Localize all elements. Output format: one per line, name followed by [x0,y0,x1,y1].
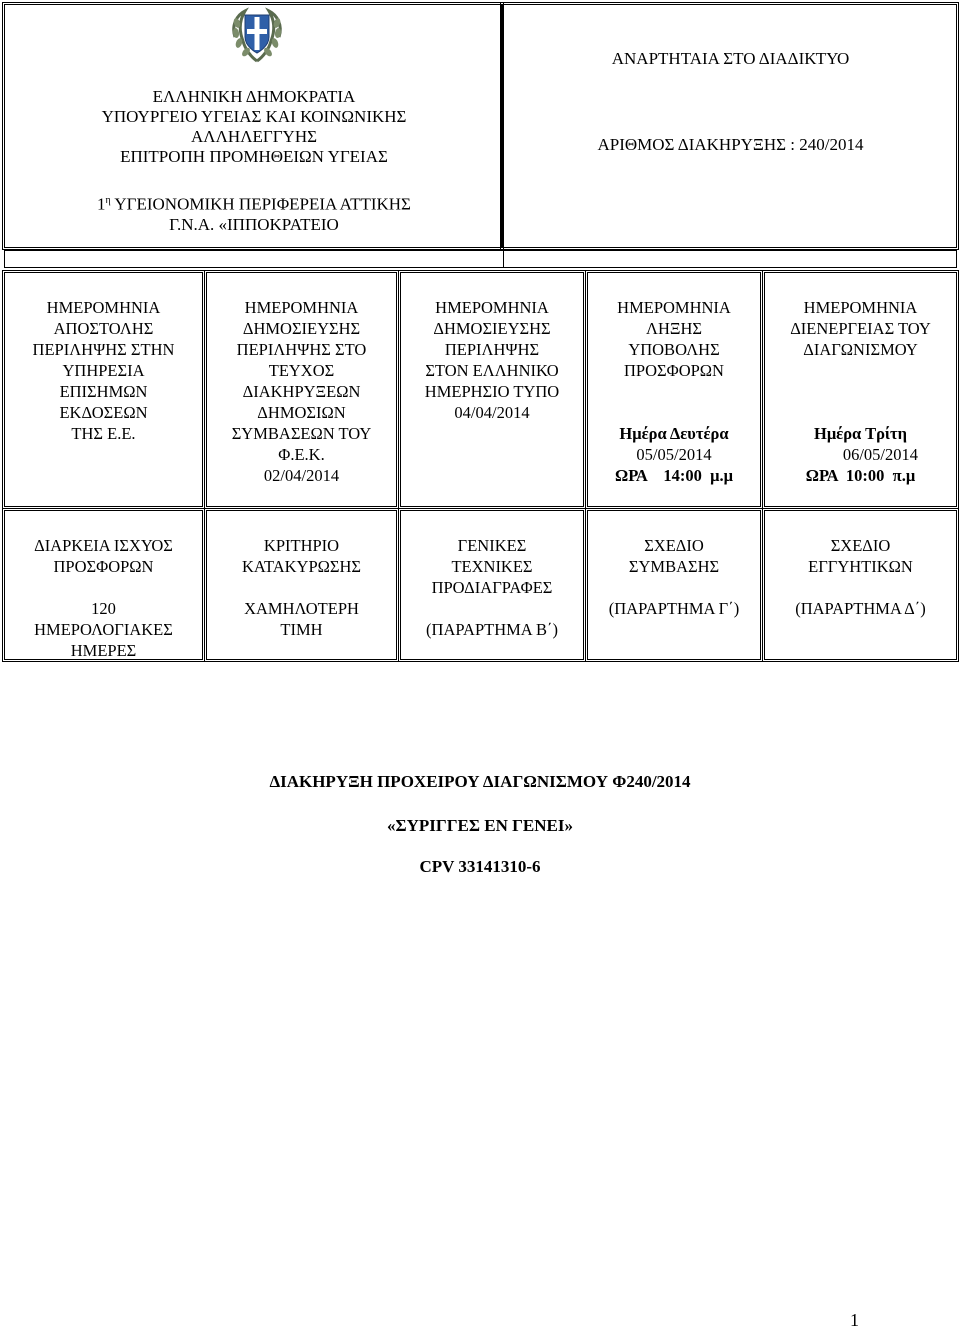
cell-title: ΠΡΟΣΦΟΡΩΝ [53,557,154,576]
cell-line: ΣΥΜΒΑΣΕΩΝ ΤΟΥ [231,424,372,443]
cell-title: ΕΓΓΥΗΤΙΚΩΝ [808,557,913,576]
cell-line: ΗΜΕΡΗΣΙΟ ΤΥΠΟ [424,382,560,401]
cell-title: ΚΡΙΤΗΡΙΟ [263,536,340,555]
cell-day: Ημέρα Δευτέρα [619,424,729,443]
cell-date: 06/05/2014 [842,445,918,464]
region-number: 1 [97,194,106,214]
fek-publication-cell [206,272,397,507]
hospital-name: Γ.Ν.Α. «ΙΠΠΟΚΡΑΤΕΙΟ [169,214,339,234]
page-number: 1 [850,1310,859,1330]
cell-line: ΗΜΕΡΟΜΗΝΙΑ [803,298,918,317]
tender-date-cell [764,272,957,507]
cell-line: ΗΜΕΡΟΜΗΝΙΑ [435,298,549,317]
cell-line: ΗΜΕΡΟΜΗΝΙΑ [244,298,359,317]
cell-line: Φ.Ε.Κ. [278,445,325,464]
award-criterion-cell [206,510,397,660]
cell-title: ΠΡΟΔΙΑΓΡΑΦΕΣ [431,578,553,597]
region-text: ΥΓΕΙΟΝΟΜΙΚΗ ΠΕΡΙΦΕΡΕΙΑ ΑΤΤΙΚΗΣ [110,194,411,214]
organization-lines [5,87,503,167]
cell-day: Ημέρα Τρίτη [813,424,908,443]
cell-body: ΗΜΕΡΕΣ [70,641,137,660]
cell-line: ΗΜΕΡΟΜΗΝΙΑ [46,298,161,317]
cell-title: ΔΙΑΡΚΕΙΑ ΙΣΧΥΟΣ [34,536,173,555]
cell-title: ΚΑΤΑΚΥΡΩΣΗΣ [241,557,362,576]
cell-line: ΕΠΙΣΗΜΩΝ [59,382,148,401]
document-title: ΔΙΑΚΗΡΥΞΗ ΠΡΟΧΕΙΡΟΥ ΔΙΑΓΩΝΙΣΜΟΥ Φ240/2014 [269,772,691,791]
org-line: ΥΠΟΥΡΓΕΙΟ ΥΓΕΙΑΣ ΚΑΙ ΚΟΙΝΩΝΙΚΗΣ [101,107,407,126]
cell-line: ΤΕΥΧΟΣ [268,361,335,380]
cell-title: ΓΕΝΙΚΕΣ [457,536,527,555]
cell-line: ΠΕΡΙΛΗΨΗΣ ΣΤΟ [236,340,367,359]
greek-coat-of-arms-icon [227,7,287,65]
header-right-box [502,4,957,248]
guarantees-draft-cell [764,510,957,660]
org-line: ΕΠΙΤΡΟΠΗ ΠΡΟΜΗΘΕΙΩΝ ΥΓΕΙΑΣ [120,147,388,166]
cpv-code: CPV 33141310-6 [419,857,541,876]
cell-line: ΥΠΗΡΕΣΙΑ [62,361,145,380]
region-lines [5,191,503,235]
cell-line: ΛΗΞΗΣ [645,319,702,338]
header-spacer-row [4,250,957,268]
cell-line: ΔΙΕΝΕΡΓΕΙΑΣ ΤΟΥ [790,319,931,338]
cell-time: ΩΡΑ 14:00 μ.μ [615,466,733,485]
cell-date: 04/04/2014 [454,403,530,422]
validity-cell [4,510,203,660]
org-line: ΕΛΛΗΝΙΚΗ ΔΗΜΟΚΡΑΤΙΑ [152,87,356,106]
header-left-box [4,4,502,248]
cell-line: ΠΡΟΣΦΟΡΩΝ [624,361,724,380]
cell-body: (ΠΑΡΑΡΤΗΜΑ Γ΄) [608,599,740,618]
submission-deadline-cell [587,272,761,507]
cell-line: ΔΗΜΟΣΙΕΥΣΗΣ [242,319,361,338]
cell-line: ΤΗΣ Ε.Ε. [71,424,136,443]
cell-body: ΧΑΜΗΛΟΤΕΡΗ [244,599,359,618]
cell-line: ΣΤΟΝ ΕΛΛΗΝΙΚΟ [425,361,559,380]
cell-date: 05/05/2014 [636,445,712,464]
cell-body: ΤΙΜΗ [280,620,323,639]
press-publication-cell [400,272,584,507]
cell-line: ΥΠΟΒΟΛΗΣ [628,340,720,359]
cell-line: ΠΕΡΙΛΗΨΗΣ [444,340,540,359]
org-line: ΑΛΛΗΛΕΓΓΥΗΣ [190,127,318,146]
posted-online-label: ΑΝΑΡΤΗΤΑΙΑ ΣΤΟ ΔΙΑΔΙΚΤΥΟ [611,49,850,68]
cell-body: ΗΜΕΡΟΛΟΓΙΑΚΕΣ [34,620,173,639]
cell-line: ΑΠΟΣΤΟΛΗΣ [53,319,154,338]
contract-draft-cell [587,510,761,660]
cell-body: (ΠΑΡΑΡΤΗΜΑ Β΄) [426,620,558,639]
region-ordinal: η [105,195,111,206]
cell-line: ΔΙΑΓΩΝΙΣΜΟΥ [803,340,918,359]
cell-line: ΕΚΔΟΣΕΩΝ [59,403,148,422]
dispatch-date-cell [4,272,203,507]
declaration-number: ΑΡΙΘΜΟΣ ΔΙΑΚΗΡΥΞΗΣ : 240/2014 [597,135,864,154]
cell-date: 02/04/2014 [263,466,340,485]
cell-line: ΗΜΕΡΟΜΗΝΙΑ [617,298,731,317]
cell-body: (ΠΑΡΑΡΤΗΜΑ Δ΄) [795,599,926,618]
document-subject: «ΣΥΡΙΓΓΕΣ ΕΝ ΓΕΝΕΙ» [387,816,573,835]
cell-line: ΠΕΡΙΛΗΨΗΣ ΣΤΗΝ [32,340,175,359]
cell-title: ΤΕΧΝΙΚΕΣ [451,557,533,576]
cell-title: ΣΧΕΔΙΟ [644,536,704,555]
region-line [5,191,503,215]
cell-title: ΣΥΜΒΑΣΗΣ [628,557,720,576]
cell-title: ΣΧΕΔΙΟ [830,536,891,555]
specifications-cell [400,510,584,660]
cell-line: ΔΙΑΚΗΡΥΞΕΩΝ [242,382,361,401]
cell-time: ΩΡΑ 10:00 π.μ [805,466,916,485]
cell-line: ΔΗΜΟΣΙΕΥΣΗΣ [433,319,551,338]
cell-line: ΔΗΜΟΣΙΩΝ [257,403,346,422]
cell-body: 120 [91,599,116,618]
